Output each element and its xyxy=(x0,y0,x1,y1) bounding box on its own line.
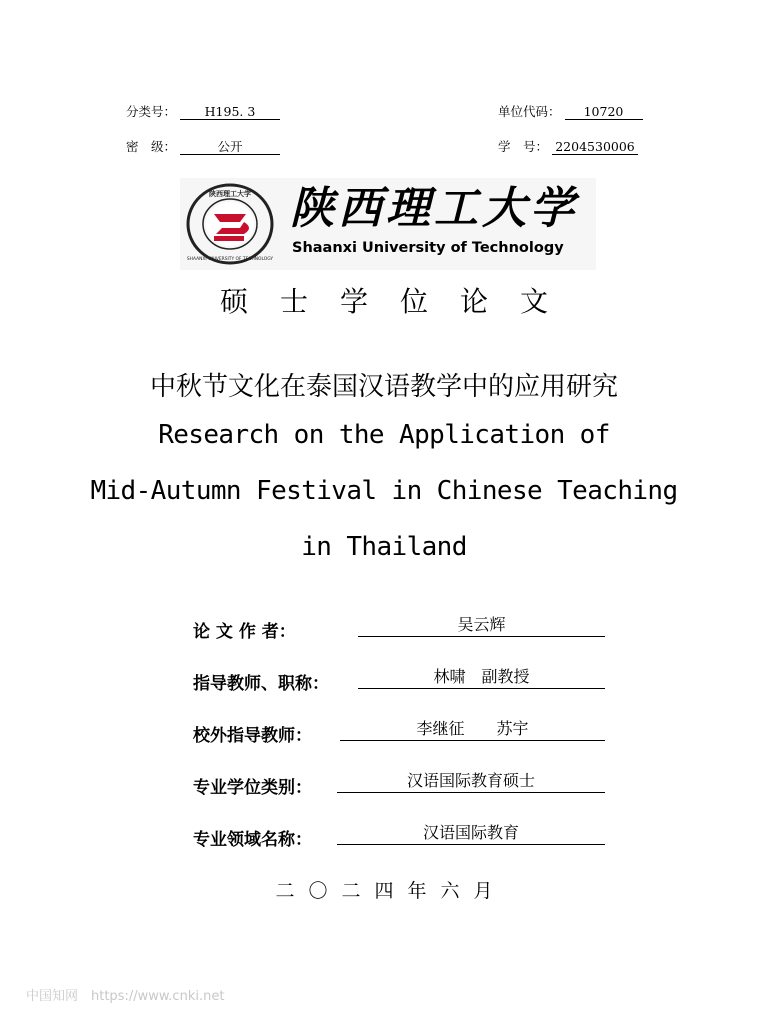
thesis-title-en-line2: Mid-Autumn Festival in Chinese Teaching xyxy=(90,476,678,506)
unit-code-label: 单位代码： xyxy=(498,104,561,119)
student-id-label: 学 号： xyxy=(498,139,549,154)
secrecy-row xyxy=(126,137,280,155)
secrecy-value: 公开 xyxy=(180,139,280,155)
university-name-cn: 陕西理工大学 xyxy=(290,183,578,234)
student-id-value: 2204530006 xyxy=(552,139,638,155)
thesis-title-cn: 中秋节文化在泰国汉语教学中的应用研究 xyxy=(149,372,618,402)
field-name-value: 汉语国际教育 xyxy=(337,822,605,845)
university-logo xyxy=(180,178,596,270)
classification-label: 分类号： xyxy=(126,104,177,119)
author-label: 论 文 作 者： xyxy=(193,622,296,642)
field-name-label: 专业领域名称： xyxy=(193,830,312,850)
external-supervisor-label: 校外指导教师： xyxy=(193,726,312,746)
classification-row xyxy=(126,102,280,120)
author-value: 吴云辉 xyxy=(358,614,605,637)
cnki-watermark: 中国知网 https://www.cnki.net xyxy=(26,989,225,1004)
classification-value: H195. 3 xyxy=(180,104,280,120)
university-seal-icon xyxy=(184,182,276,266)
secrecy-label: 密 级： xyxy=(126,139,177,154)
submission-date: 二〇二四年六月 xyxy=(275,880,507,902)
supervisor-value: 林啸 副教授 xyxy=(358,666,605,689)
degree-category-value: 汉语国际教育硕士 xyxy=(337,770,605,793)
unit-code-value: 10720 xyxy=(565,104,643,120)
thesis-title-en-line1: Research on the Application of xyxy=(158,420,610,450)
thesis-title-en-line3: in Thailand xyxy=(301,532,467,562)
supervisor-label: 指导教师、职称： xyxy=(193,674,329,694)
unit-code-row xyxy=(498,102,643,120)
student-id-row xyxy=(498,137,638,155)
degree-category-label: 专业学位类别： xyxy=(193,778,312,798)
external-supervisor-value: 李继征 苏宇 xyxy=(340,718,605,741)
seal-en-text: SHAANXI UNIVERSITY OF TECHNOLOGY xyxy=(186,257,274,262)
degree-type: 硕士学位论文 xyxy=(219,285,580,318)
seal-cn-text: 陕西理工大学 xyxy=(209,189,251,198)
university-name-en: Shaanxi University of Technology xyxy=(292,240,564,256)
